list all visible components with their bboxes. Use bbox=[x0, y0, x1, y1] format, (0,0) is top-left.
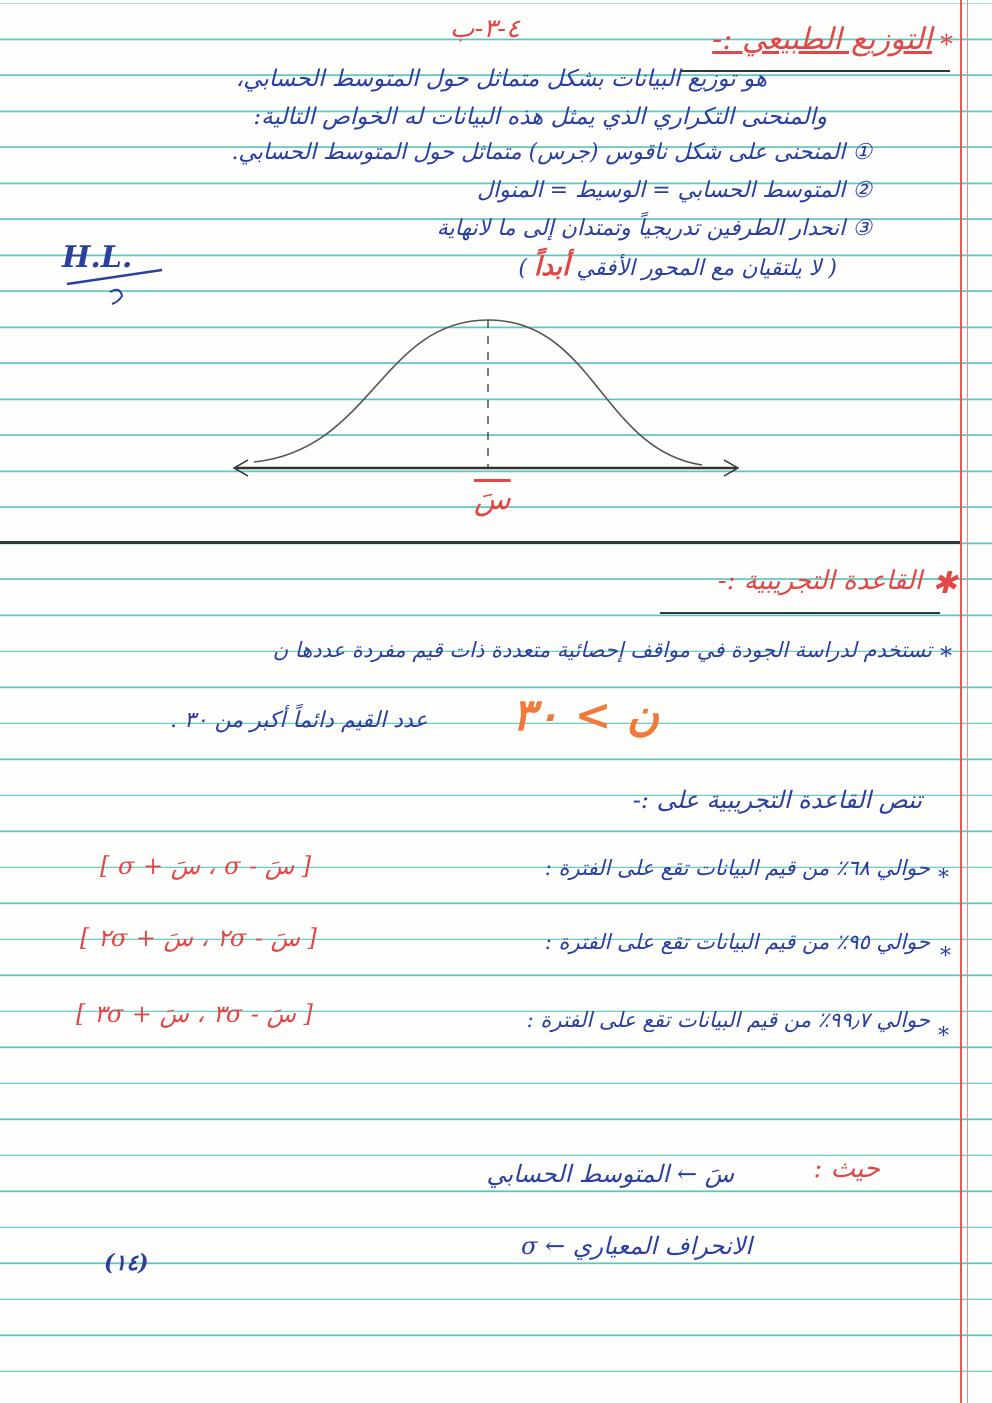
where-label: حيث : bbox=[813, 1154, 880, 1184]
property-2: ② المتوسط الحسابي = الوسيط = المنوال bbox=[477, 178, 872, 203]
condition-text: عدد القيم دائماً أكبر من ٣٠ . bbox=[170, 708, 428, 733]
page-number: (١٤) bbox=[104, 1250, 149, 1276]
section-divider bbox=[0, 541, 960, 544]
rule-2-interval: [ سَ - ٢σ ، سَ + ٢σ ] bbox=[80, 924, 317, 952]
rule-intro: تنص القاعدة التجريبية على :- bbox=[632, 786, 922, 814]
rule-1-text: حوالي ٦٨٪ من قيم البيانات تقع على الفترة : bbox=[544, 856, 930, 880]
bell-curve bbox=[254, 320, 702, 465]
definition-line-1: هو توزيع البيانات بشكل متماثل حول المتوسط الحسابي، bbox=[235, 66, 767, 92]
rule-3-interval: [ سَ - ٣σ ، سَ + ٣σ ] bbox=[76, 1000, 313, 1028]
property-3-note bbox=[518, 252, 837, 282]
rule-3-star: * bbox=[938, 1024, 949, 1049]
usage-line: تستخدم لدراسة الجودة في مواقف إحصائية متعددة ذات قيم مفردة عددها ن bbox=[272, 638, 932, 662]
usage-star: * bbox=[940, 642, 952, 670]
rule-2-star: * bbox=[940, 944, 951, 969]
where-sd: σ ← الانحراف المعياري bbox=[520, 1232, 752, 1260]
property-1: ① المنحنى على شكل ناقوس (جرس) متماثل حول المتوسط الحسابي. bbox=[231, 140, 872, 165]
condition-big: ن > ٣٠ bbox=[512, 690, 660, 741]
margin-initials-stroke bbox=[62, 262, 172, 312]
margin-initials-text: H.L. bbox=[62, 240, 133, 275]
note-prefix: ( لا يلتقيان مع المحور الأفقي bbox=[576, 256, 837, 281]
section1-title: التوزيع الطبيعي :- bbox=[712, 22, 932, 57]
mean-label: سَ bbox=[474, 482, 511, 517]
property-3: ③ انحدار الطرفين تدريجياً وتمتدان إلى ما لانهاية bbox=[436, 216, 872, 241]
section2-star: ✱ bbox=[932, 566, 958, 601]
margin-line-secondary bbox=[967, 0, 968, 1403]
rule-3-text: حوالي ٩٩٫٧٪ من قيم البيانات تقع على الفترة : bbox=[526, 1008, 930, 1032]
where-mean: سَ ← المتوسط الحسابي bbox=[486, 1160, 734, 1188]
rule-1-star: * bbox=[938, 866, 949, 891]
note-suffix: ) bbox=[518, 256, 528, 281]
definition-line-2: والمنحنى التكراري الذي يمثل هذه البيانات له الخواص التالية: bbox=[253, 104, 827, 130]
section1-code: ٤-٣-ب bbox=[450, 14, 520, 44]
margin-line bbox=[960, 0, 962, 1403]
rule-1-interval: [ سَ - σ ، سَ + σ ] bbox=[100, 852, 312, 880]
rule-2-text: حوالي ٩٥٪ من قيم البيانات تقع على الفترة : bbox=[544, 930, 930, 954]
section2-title: القاعدة التجريبية :- bbox=[717, 566, 922, 596]
section1-star: * bbox=[940, 30, 953, 60]
note-emphasis: أبداً bbox=[534, 252, 570, 282]
section2-underline bbox=[660, 612, 940, 614]
